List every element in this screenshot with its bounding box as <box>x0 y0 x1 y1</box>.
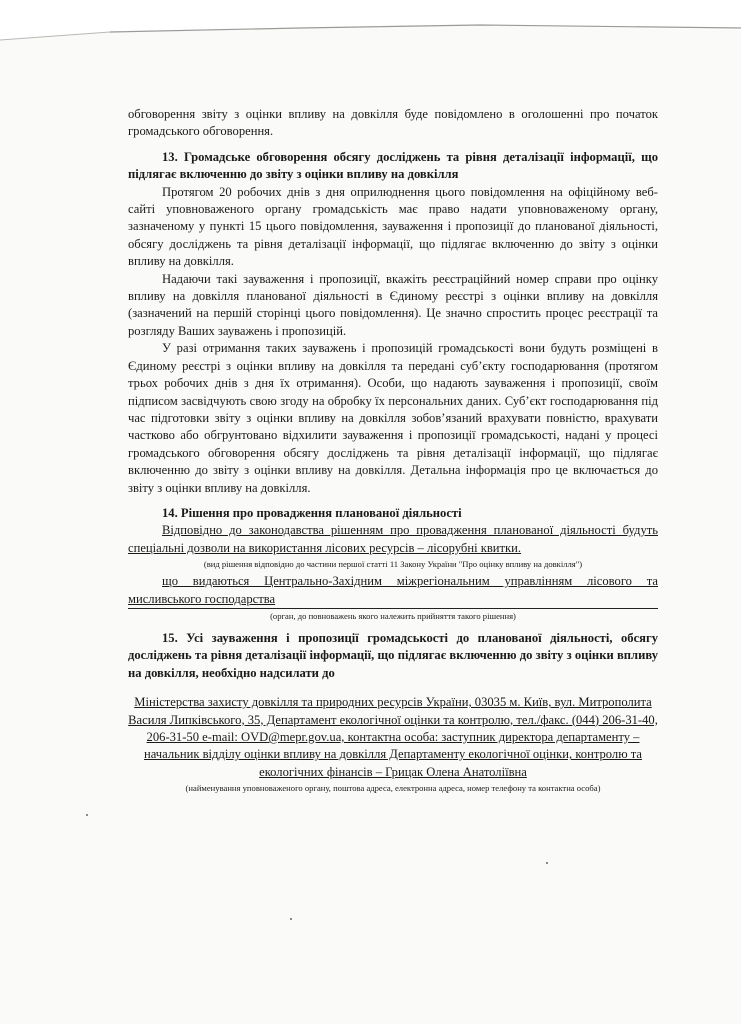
decision-type-caption: (вид рішення відповідно до частини першої статті 11 Закону України "Про оцінку впливу на довкілля") <box>203 559 583 570</box>
decision-type-text: Відповідно до законодавства рішенням про провадження планованої діяльності будуть спеціальні дозволи на використання лісових ресурсів – лісорубні квитки. <box>128 523 658 555</box>
section-15-title: 15. Усі зауваження і пропозиції громадськості до планованої діяльності, обсягу досліджень та рівня деталізації інформації, що підлягає включенню до звіту з оцінки впливу на довкілля, необхідно надсилати до <box>128 630 658 680</box>
scan-speck <box>546 862 548 864</box>
scan-speck <box>290 918 292 920</box>
intro-paragraph: обговорення звіту з оцінки впливу на довкілля буде повідомлено в оголошенні про початок громадського обговорення. <box>128 107 658 139</box>
scan-shadow-edge <box>0 0 741 70</box>
document-body <box>128 106 658 797</box>
section-13-paragraph-3: У разі отримання таких зауважень і пропозицій громадськості вони будуть розміщені в Єдиному реєстрі з оцінки впливу на довкілля та передані суб’єкту господарювання (протягом трьох робочих днів з дня їх отримання). Особи, що надають зауваження і пропозиції, своїм підписом засвідчують свою згоду на обробку їх персональних даних. Суб’єкт господарювання під час підготовки звіту з оцінки впливу на довкілля зобов’язаний врахувати повністю, врахувати частково або обгрунтовано відхилити зауваження і пропозиції громадськості, надані у процесі громадського обговорення обсягу досліджень та рівня деталізації інформації, що підлягає включенню до звіту з оцінки впливу на довкілля. Детальна інформація про це включається до звіту з оцінки впливу на довкілля. <box>128 341 658 495</box>
section-14-title: 14. Рішення про провадження планованої діяльності <box>162 505 462 520</box>
section-13-paragraph-1: Протягом 20 робочих днів з дня оприлюднення цього повідомлення на офіційному веб-сайті уповноваженого органу громадськість має право надати уповноваженому органу, зазначеному у пункті 15 цього повідомлення, зауваження і пропозиції до планованої діяльності, обсягу досліджень та рівня деталізації інформації, що підлягає включенню до звіту з оцінки впливу на довкілля. <box>128 184 658 269</box>
section-13-paragraph-2: Надаючи такі зауваження і пропозиції, вкажіть реєстраційний номер справи про оцінку впливу на довкілля планованої діяльності в Єдиному реєстрі з оцінки впливу на довкілля (зазначений на першій сторінці цього повідомлення). Це значно спростить процес реєстрації та розгляду Ваших зауважень і пропозицій. <box>128 271 658 338</box>
decision-issuer-text: що видаються Центрально-Західним міжрегіональним управлінням лісового та мисливського господарства <box>128 573 658 609</box>
scan-speck <box>86 814 88 816</box>
section-13-title: 13. Громадське обговорення обсягу досліджень та рівня деталізації інформації, що підлягає включенню до звіту з оцінки впливу на довкілля <box>128 149 658 182</box>
authorized-organ-contacts: Міністерства захисту довкілля та природних ресурсів України, 03035 м. Київ, вул. Митрополита Василя Липківського, 35, Департамент екологічної оцінки та контролю, тел./факс. (044) 206-31-40, 206-31-50 e-mail: OVD@mepr.gov.ua, контактна особа: заступник директора департаменту – начальник відділу оцінки впливу на довкілля Департаменту екологічної оцінки, контролю та екологічних фінансів – Грицак Олена Анатоліївна <box>128 695 658 779</box>
authorized-organ-caption: (найменування уповноваженого органу, поштова адреса, електронна адреса, номер телефону та контактна особа) <box>185 783 601 794</box>
decision-issuer-caption: (орган, до повноважень якого належить прийняття такого рішення) <box>270 610 516 621</box>
